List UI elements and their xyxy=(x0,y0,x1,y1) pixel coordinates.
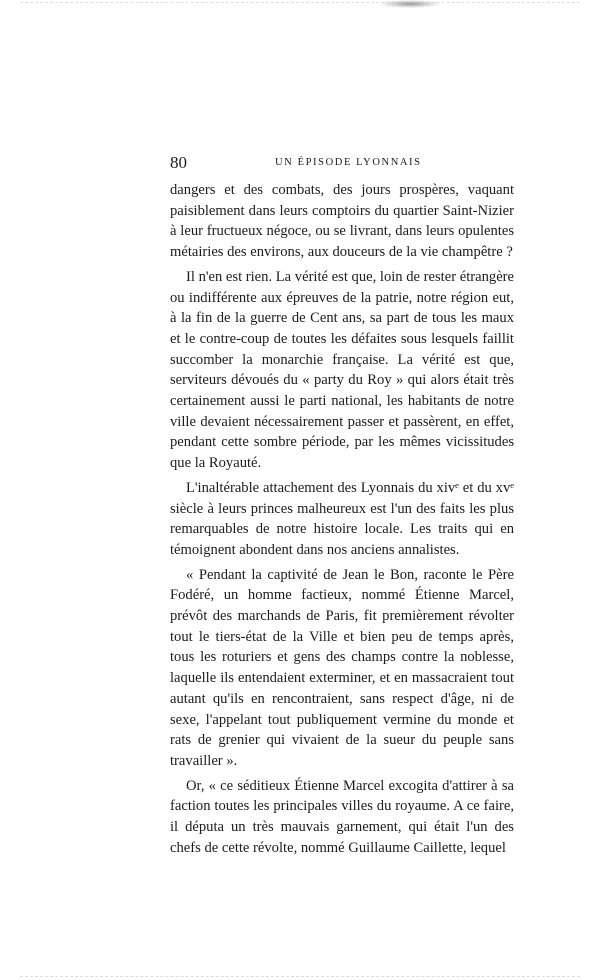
paragraph: Il n'en est rien. La vérité est que, loin de rester étrangère ou indifférente aux épreuves de la patrie, notre région eut, à la fin de la guerre de Cent ans, sa part de tous les maux et le contre-coup de toutes les défaites sous lesquels faillit succomber la monarchie française. La vérité est que, serviteurs dévoués du « party du Roy » qui alors était très certainement aussi le parti national, les habitants de notre ville devaient nécessairement passer et passèrent, en effet, pendant cette sombre période, par les mêmes vicissitudes que la Royauté. xyxy=(170,268,515,472)
paragraph-quotation: « Pendant la captivité de Jean le Bon, raconte le Père Fodéré, un homme factieux, nommé Étienne Marcel, prévôt des marchands de Paris, fit premièrement révolter tout le tiers-état de la Ville et bien peu de temps après, tous les roturiers et gens des champs contre la noblesse, laquelle ils entendaient exterminer, et en massacraient tout autant qu'ils en rencontraient, sans respect d'âge, ni de sexe, l'appelant tout publiquement vermine du monde et rats de grenier qui vivaient de la sueur du peuple sans travailler ». xyxy=(170,566,514,769)
running-title: UN ÉPISODE LYONNAIS xyxy=(275,157,422,168)
body-text xyxy=(170,180,514,859)
page-number: 80 xyxy=(170,153,187,172)
paragraph-continuation: dangers et des combats, des jours prospères, vaquant paisiblement dans leurs comptoirs du quartier Saint-Nizier à leur fructueux négoce, ou se livrant, dans leurs opulentes métairies des environs, aux douceurs de la vie champêtre ? xyxy=(170,182,514,261)
scan-edge-top xyxy=(20,2,580,5)
paragraph: Or, « ce séditieux Étienne Marcel excogita d'attirer à sa faction toutes les principales villes du royaume. A ce faire, il députa un très mauvais garnement, qui était l'un des chefs de cette révolte, nommé Guillaume Caillette, lequel xyxy=(170,777,514,856)
scan-smudge xyxy=(380,0,440,8)
scan-edge-bottom xyxy=(20,974,580,977)
paragraph: L'inaltérable attachement des Lyonnais du xivᵉ et du xvᵉ siècle à leurs princes malheureux est l'un des faits les plus remarquables de notre histoire locale. Les traits qui en témoignent abondent dans nos anciens annalistes. xyxy=(170,479,514,558)
running-head xyxy=(170,152,515,174)
